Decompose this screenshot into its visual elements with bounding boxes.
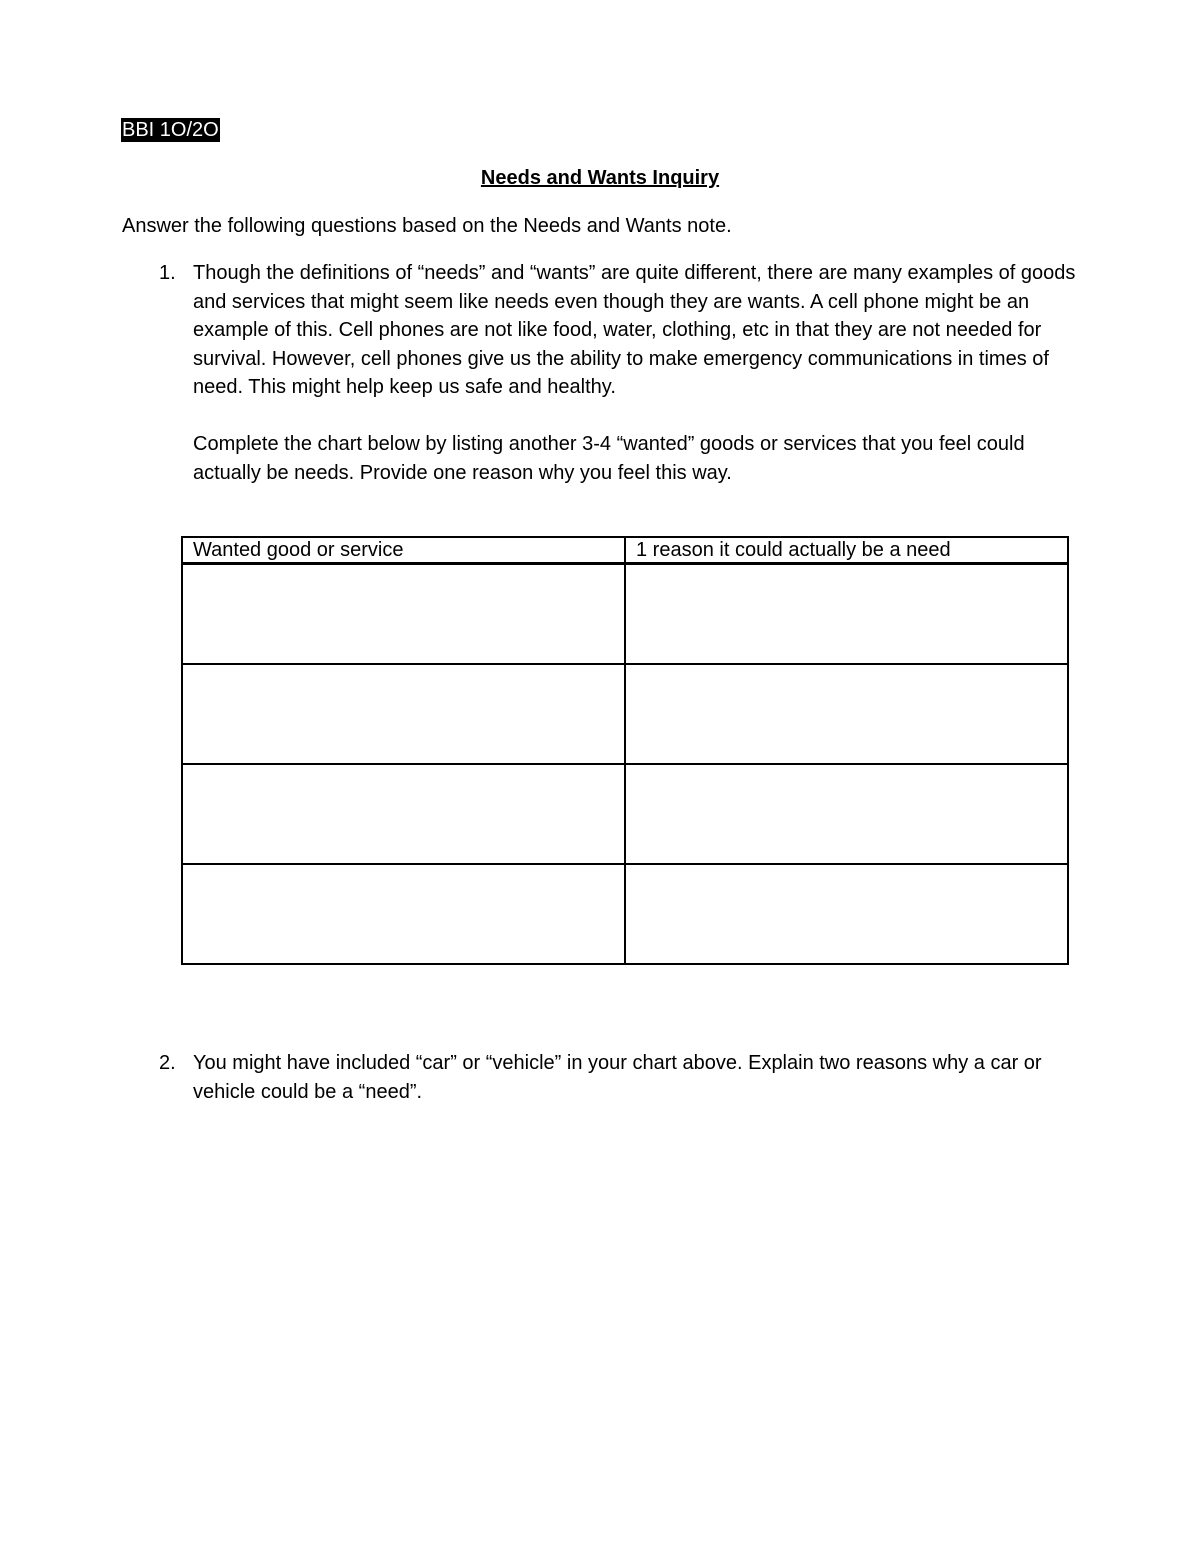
chart-row [182,864,1068,964]
chart-cell-wanted[interactable] [182,864,625,964]
chart-cell-wanted[interactable] [182,764,625,864]
chart-cell-wanted[interactable] [182,564,625,665]
chart-header-reason: 1 reason it could actually be a need [625,537,1068,564]
question-1-number: 1. [159,262,176,284]
chart-cell-wanted[interactable] [182,664,625,764]
chart-cell-reason[interactable] [625,564,1068,665]
question-2-text: You might have included “car” or “vehicle” in your chart above. Explain two reasons why a car or vehicle could be a “need”. [193,1052,1042,1103]
chart-cell-reason[interactable] [625,764,1068,864]
chart-cell-reason[interactable] [625,664,1068,764]
question-1-text: Though the definitions of “needs” and “wants” are quite different, there are many examples of goods and services that might seem like needs even though they are wants. A cell phone might be an example of this. Cell phones are not like food, water, clothing, etc in that they are not needed for survival. However, cell phones give us the ability to make emergency communications in times of need. This might help keep us safe and healthy. [193,262,1076,399]
chart-row [182,564,1068,665]
chart-row [182,764,1068,864]
instructions: Answer the following questions based on the Needs and Wants note. [122,215,732,237]
page-title: Needs and Wants Inquiry [480,167,720,189]
question-2-number: 2. [159,1052,176,1074]
chart-header-wanted: Wanted good or service [182,537,625,564]
needs-wants-chart [181,536,1069,965]
question-1-instructions: Complete the chart below by listing another 3-4 “wanted” goods or services that you feel could actually be needs. Provide one reason why you feel this way. [193,433,1025,484]
course-code: BBI 1O/2O [122,119,219,141]
chart-header-row [182,537,1068,564]
chart-cell-reason[interactable] [625,864,1068,964]
chart-row [182,664,1068,764]
